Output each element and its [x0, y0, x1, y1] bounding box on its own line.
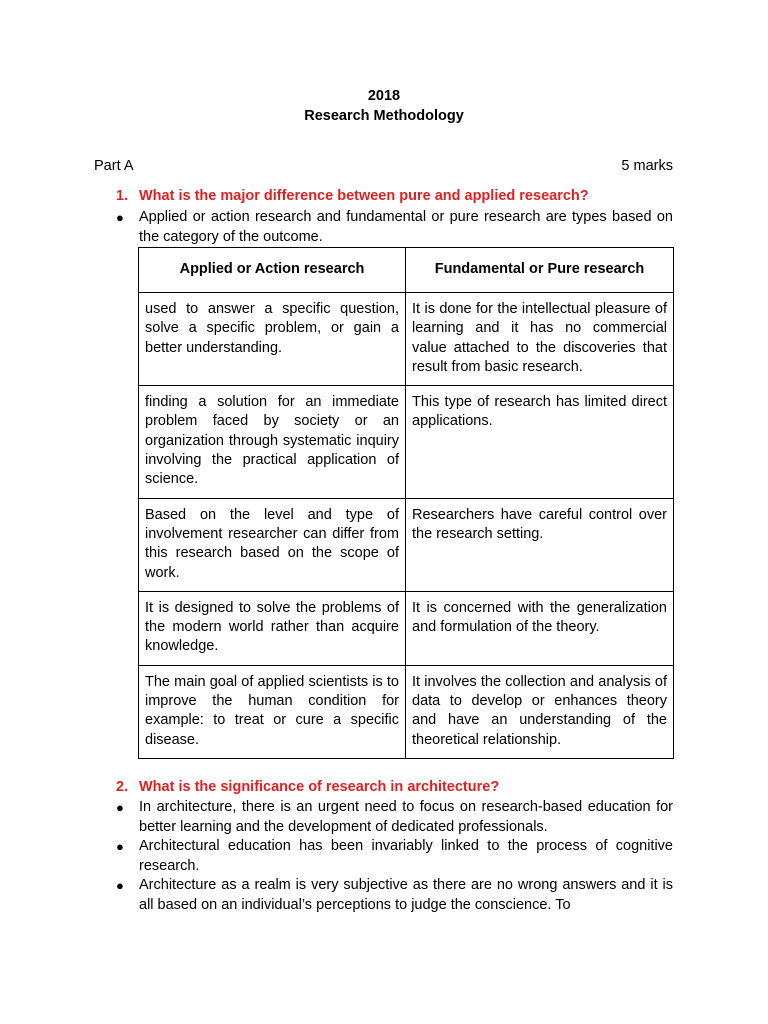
- bullet-text: Applied or action research and fundamental or pure research are types based on the category of the outcome.: [139, 209, 673, 245]
- table-cell-applied: finding a solution for an immediate problem faced by society or an organization through systematic inquiry involving the practical application of science.: [139, 386, 406, 498]
- table-row: [139, 665, 674, 758]
- question-2-bullet: [116, 837, 673, 876]
- question-2: [116, 777, 676, 797]
- part-marks: 5 marks: [621, 158, 673, 174]
- table-header-row: [139, 248, 674, 293]
- table-cell-pure: It is concerned with the generalization and formulation of the theory.: [406, 591, 674, 665]
- bullet-icon: ●: [116, 878, 124, 893]
- question-1-number: 1.: [116, 188, 129, 204]
- table-cell-pure: It is done for the intellectual pleasure of learning and it has no commercial value attached to the discoveries that result from basic research.: [406, 293, 674, 386]
- bullet-icon: ●: [116, 210, 124, 225]
- question-2-bullet: [116, 876, 673, 915]
- table-row: [139, 498, 674, 591]
- table-row: [139, 386, 674, 498]
- table-cell-applied: It is designed to solve the problems of the modern world rather than acquire knowledge.: [139, 591, 406, 665]
- question-2-text: What is the significance of research in architecture?: [139, 779, 500, 795]
- document-title: Research Methodology: [304, 108, 464, 124]
- table-cell-pure: It involves the collection and analysis of data to develop or enhances theory and have an understanding of the theoretical relationship.: [406, 665, 674, 758]
- question-2-bullet: [116, 798, 673, 837]
- document-year: 2018: [367, 88, 401, 104]
- question-2-number: 2.: [116, 779, 129, 795]
- table-cell-applied: used to answer a specific question, solve a specific problem, or gain a better understanding.: [139, 293, 406, 386]
- bullet-icon: ●: [116, 800, 124, 815]
- table-cell-applied: The main goal of applied scientists is to improve the human condition for example: to treat or cure a specific disease.: [139, 665, 406, 758]
- table-cell-pure: Researchers have careful control over the research setting.: [406, 498, 674, 591]
- bullet-text: In architecture, there is an urgent need to focus on research-based education for better learning and the development of dedicated professionals.: [139, 799, 673, 835]
- bullet-text: Architectural education has been invariably linked to the process of cognitive research.: [139, 838, 673, 874]
- table-cell-pure: This type of research has limited direct applications.: [406, 386, 674, 498]
- comparison-table: [138, 247, 674, 759]
- table-header-pure: Fundamental or Pure research: [406, 248, 674, 293]
- table-header-applied: Applied or Action research: [139, 248, 406, 293]
- table-cell-applied: Based on the level and type of involvement researcher can differ from this research based on the scope of work.: [139, 498, 406, 591]
- table-row: [139, 591, 674, 665]
- part-header: [94, 156, 673, 176]
- question-1-bullet: [116, 208, 673, 247]
- question-1: [116, 186, 676, 206]
- bullet-icon: ●: [116, 839, 124, 854]
- table-row: [139, 293, 674, 386]
- question-1-text: What is the major difference between pure and applied research?: [139, 188, 589, 204]
- part-label: Part A: [94, 158, 134, 174]
- bullet-text: Architecture as a realm is very subjective as there are no wrong answers and it is all based on an individual’s perceptions to judge the conscience. To: [139, 877, 673, 913]
